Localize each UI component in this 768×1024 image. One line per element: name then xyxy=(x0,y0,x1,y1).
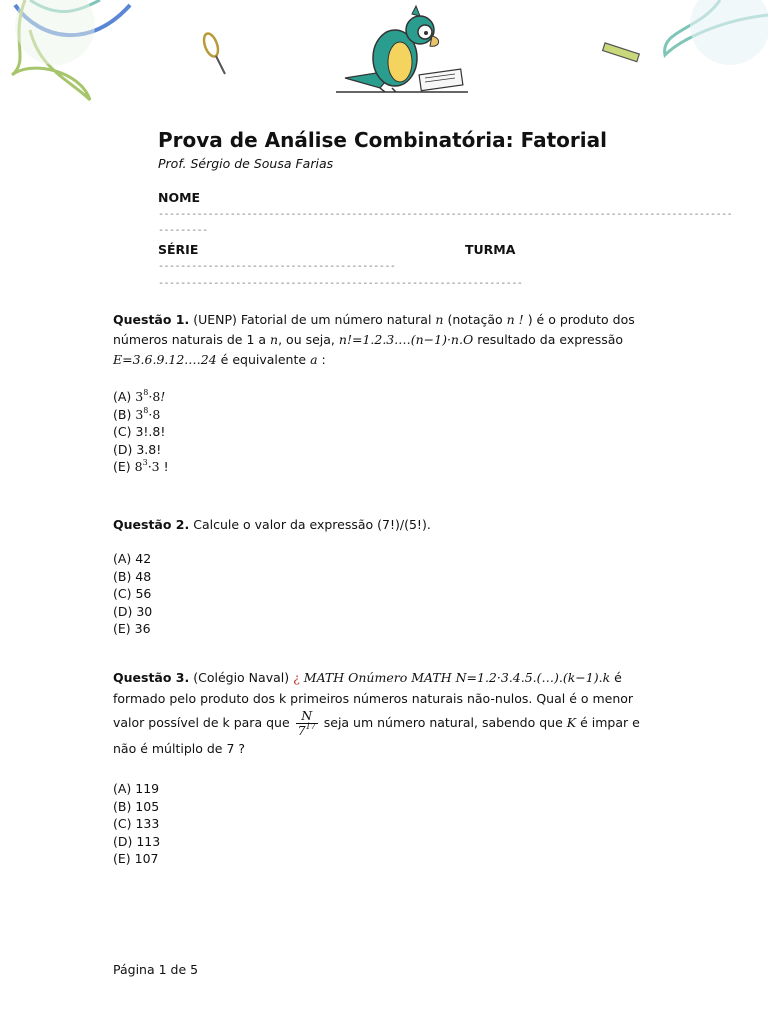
magnifier-icon xyxy=(201,32,225,74)
question-text: (notação xyxy=(447,312,503,327)
option-e[interactable]: (E) $8^3\cdot 3$ ! xyxy=(113,458,169,474)
option-a[interactable]: (A) $3^8\cdot 8$! xyxy=(113,388,166,404)
ruler-icon xyxy=(603,43,640,62)
question-number: Questão 2. xyxy=(113,517,190,532)
question-source: (UENP) xyxy=(193,312,237,327)
question-text: é formado pelo produto dos k primeiros números naturais não-nulos. Qual é o menor valor possível de k para que xyxy=(113,670,634,730)
math-text: MATH Onúmero MATH xyxy=(303,670,452,685)
option-a[interactable]: (A) 42 xyxy=(113,551,152,566)
question-number: Questão 3. xyxy=(113,670,190,685)
parrot-reading-illustration xyxy=(336,6,468,92)
question-2-options xyxy=(113,550,152,638)
question-text: , ou seja, xyxy=(278,332,335,347)
serie-label: SÉRIE xyxy=(158,242,199,257)
option-b[interactable]: (B) $3^8\cdot 8$ xyxy=(113,405,161,422)
math-var: n xyxy=(435,312,444,327)
math-var: K xyxy=(566,715,577,730)
option-b[interactable]: (B) 48 xyxy=(113,568,152,584)
option-e[interactable]: (E) 36 xyxy=(113,621,151,636)
option-c[interactable]: (C) 133 xyxy=(113,816,160,831)
question-text: é impar e não é múltiplo de 7 ? xyxy=(113,715,640,756)
question-text: : xyxy=(321,352,326,367)
option-c[interactable]: (C) 56 xyxy=(113,586,152,601)
page-number: Página 1 de 5 xyxy=(113,962,199,977)
nome-label: NOME xyxy=(158,190,201,205)
header-decoration xyxy=(0,0,768,110)
option-e[interactable]: (E) 107 xyxy=(113,851,159,866)
question-number: Questão 1. xyxy=(113,312,190,327)
question-text: ) é o produto dos números naturais de 1 a xyxy=(113,312,635,347)
broken-glyph: ¿ xyxy=(293,670,300,685)
turma-line: ------------------------------------------------------------------ xyxy=(158,278,523,289)
nome-line: -------------------------------------------------------------------------------------------------------- xyxy=(158,209,733,220)
question-3-options xyxy=(113,780,160,868)
question-source: (Colégio Naval) xyxy=(193,670,290,685)
question-text: resultado da expressão xyxy=(477,332,624,347)
option-a[interactable]: (A) 119 xyxy=(113,781,160,796)
option-d[interactable]: (D) 113 xyxy=(113,833,161,849)
option-b[interactable]: (B) 105 xyxy=(113,798,160,814)
question-2 xyxy=(113,515,653,535)
nome-line-wrap: --------- xyxy=(158,225,208,236)
option-d[interactable]: (D) 3.8! xyxy=(113,441,162,457)
question-1 xyxy=(113,310,653,370)
serie-line: ------------------------------------------- xyxy=(158,261,396,272)
option-d[interactable]: (D) 30 xyxy=(113,603,153,619)
question-1-options xyxy=(113,388,169,476)
math-formula: N=1.2·3.4.5.(…).(k−1).k xyxy=(455,670,611,685)
author-name: Prof. Sérgio de Sousa Farias xyxy=(158,156,334,171)
math-var: n xyxy=(270,332,279,347)
math-formula: n!=1.2.3.…(n−1)·n.O xyxy=(338,332,474,347)
math-var: n ! xyxy=(506,312,524,327)
page-title: Prova de Análise Combinatória: Fatorial xyxy=(158,128,607,152)
math-var: a xyxy=(310,352,318,367)
question-text: Fatorial de um número natural xyxy=(240,312,432,327)
option-c[interactable]: (C) 3!.8! xyxy=(113,424,166,439)
question-text: seja um número natural, sabendo que xyxy=(323,715,563,730)
turma-label: TURMA xyxy=(465,242,516,257)
fraction: $\frac{N}{7^{17}}$ xyxy=(297,708,316,738)
question-text: Calcule o valor da expressão (7!)/(5!). xyxy=(193,517,431,532)
question-3 xyxy=(113,667,653,759)
math-formula: E=3.6.9.12.…24 xyxy=(113,352,217,367)
question-text: é equivalente xyxy=(220,352,307,367)
